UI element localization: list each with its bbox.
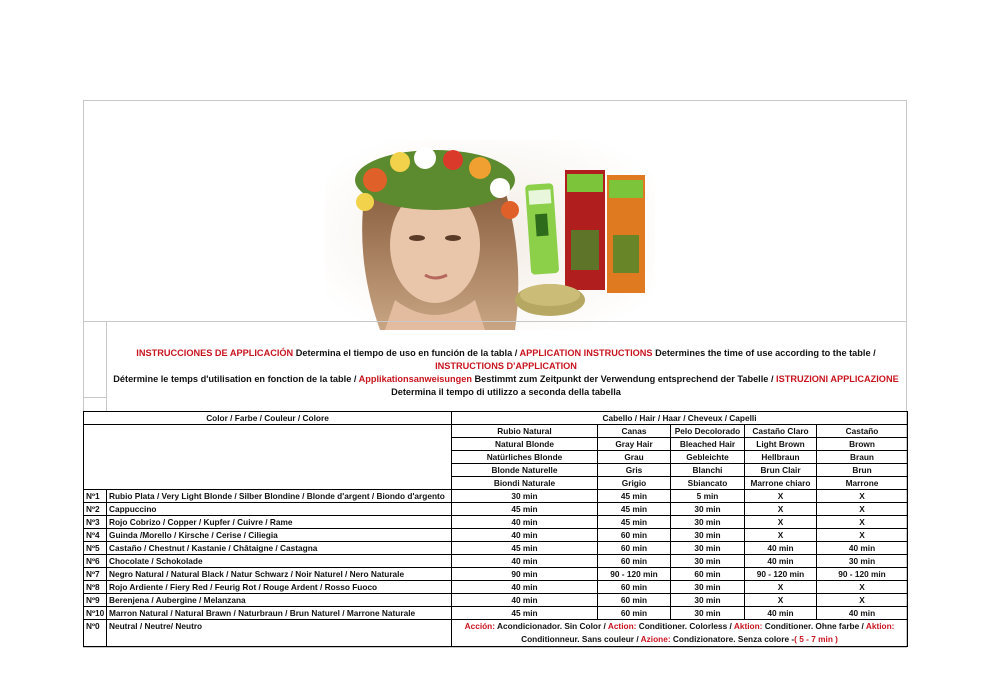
- hair-type-cell: Gris: [598, 464, 671, 477]
- instructions-text-de: Bestimmt zum Zeitpunkt der Verwendung entsprechend der Tabelle /: [471, 374, 777, 384]
- time-cell: 90 - 120 min: [745, 568, 817, 581]
- table-row: [84, 581, 908, 594]
- neutral-note: [452, 620, 908, 647]
- row-number: Nº10: [84, 607, 107, 620]
- hair-type-cell: Bleached Hair: [671, 438, 745, 451]
- time-cell: 40 min: [452, 529, 598, 542]
- time-cell: 30 min: [671, 594, 745, 607]
- row-number: Nº0: [84, 620, 107, 647]
- time-cell: 90 min: [452, 568, 598, 581]
- row-number: Nº2: [84, 503, 107, 516]
- hair-type-cell: Light Brown: [745, 438, 817, 451]
- time-cell: 45 min: [452, 503, 598, 516]
- hair-type-cell: Grau: [598, 451, 671, 464]
- hair-type-cell: Biondi Naturale: [452, 477, 598, 490]
- time-cell: 40 min: [452, 594, 598, 607]
- instructions-label-it: ISTRUZIONI APPLICAZIONE: [776, 374, 899, 384]
- time-cell: X: [745, 594, 817, 607]
- note-text: Acondicionador. Sin Color /: [495, 621, 608, 631]
- color-name: Berenjena / Aubergine / Melanzana: [107, 594, 452, 607]
- row-number: Nº5: [84, 542, 107, 555]
- row-number: Nº9: [84, 594, 107, 607]
- time-cell: X: [745, 516, 817, 529]
- time-cell: X: [745, 529, 817, 542]
- hair-type-cell: Blanchi: [671, 464, 745, 477]
- note-label: Acción:: [464, 621, 496, 631]
- time-cell: 90 - 120 min: [817, 568, 908, 581]
- product-banner-image: [325, 140, 655, 330]
- time-cell: 40 min: [745, 542, 817, 555]
- row-number: Nº8: [84, 581, 107, 594]
- time-cell: 45 min: [452, 607, 598, 620]
- instructions-text-es: Determina el tiempo de uso en función de la tabla /: [293, 348, 520, 358]
- table-row: [84, 542, 908, 555]
- table-row: [84, 516, 908, 529]
- row-number: Nº1: [84, 490, 107, 503]
- note-text: Condizionatore. Senza colore -: [670, 634, 795, 644]
- hair-type-cell: Rubio Natural: [452, 425, 598, 438]
- table-row: [84, 490, 908, 503]
- timing-table: [83, 411, 908, 647]
- time-cell: 40 min: [452, 516, 598, 529]
- color-name: Rojo Cobrizo / Copper / Kupfer / Cuivre / Rame: [107, 516, 452, 529]
- hair-type-cell: Marrone chiaro: [745, 477, 817, 490]
- table-row: [84, 568, 908, 581]
- color-name: Negro Natural / Natural Black / Natur Schwarz / Noir Naturel / Nero Naturale: [107, 568, 452, 581]
- note-label: Azione:: [640, 634, 671, 644]
- time-cell: X: [817, 529, 908, 542]
- time-cell: 30 min: [671, 555, 745, 568]
- note-text: Conditionneur. Sans couleur /: [521, 634, 641, 644]
- color-name: Rubio Plata / Very Light Blonde / Silber Blondine / Blonde d'argent / Biondo d'argento: [107, 490, 452, 503]
- table-row: [84, 503, 908, 516]
- color-name: Castaño / Chestnut / Kastanie / Châtaigne / Castagna: [107, 542, 452, 555]
- blank-cell: [84, 425, 452, 490]
- color-name: Cappuccino: [107, 503, 452, 516]
- row-number: Nº7: [84, 568, 107, 581]
- time-cell: 60 min: [598, 542, 671, 555]
- divider: [83, 397, 107, 398]
- time-cell: 40 min: [745, 607, 817, 620]
- time-cell: X: [817, 581, 908, 594]
- note-label: Aktion:: [865, 621, 895, 631]
- time-cell: 40 min: [745, 555, 817, 568]
- time-cell: 90 - 120 min: [598, 568, 671, 581]
- time-cell: 30 min: [452, 490, 598, 503]
- hair-type-cell: Sbiancato: [671, 477, 745, 490]
- time-cell: 60 min: [598, 594, 671, 607]
- time-cell: 40 min: [452, 555, 598, 568]
- hair-type-cell: Gray Hair: [598, 438, 671, 451]
- hair-type-cell: Brown: [817, 438, 908, 451]
- time-cell: X: [817, 490, 908, 503]
- time-cell: 60 min: [598, 555, 671, 568]
- instructions-label-es: INSTRUCCIONES DE APPLICACIÓN: [136, 348, 294, 358]
- time-cell: 40 min: [817, 542, 908, 555]
- time-cell: 30 min: [671, 516, 745, 529]
- instructions-text-fr: Détermine le temps d'utilisation en fonction de la table /: [113, 374, 359, 384]
- hair-type-cell: Grigio: [598, 477, 671, 490]
- hair-header: Cabello / Hair / Haar / Cheveux / Capelli: [452, 412, 908, 425]
- hair-type-cell: Natural Blonde: [452, 438, 598, 451]
- hair-type-cell: Brun Clair: [745, 464, 817, 477]
- time-cell: X: [817, 594, 908, 607]
- color-header: Color / Farbe / Couleur / Colore: [84, 412, 452, 425]
- color-name: Marron Natural / Natural Brawn / Naturbraun / Brun Naturel / Marrone Naturale: [107, 607, 452, 620]
- table-row: [84, 594, 908, 607]
- table-header-row: [84, 412, 908, 425]
- hair-type-cell: Castaño Claro: [745, 425, 817, 438]
- instructions-text-it: Determina il tempo di utilizzo a seconda della tabella: [391, 387, 621, 397]
- hair-type-cell: Marrone: [817, 477, 908, 490]
- hair-type-row: [84, 425, 908, 438]
- time-cell: X: [817, 503, 908, 516]
- instructions-label-de: Applikationsanweisungen: [358, 374, 472, 384]
- divider: [83, 321, 907, 322]
- instructions-label-en: APPLICATION INSTRUCTIONS: [519, 348, 653, 358]
- hair-type-cell: Blonde Naturelle: [452, 464, 598, 477]
- time-cell: 60 min: [598, 529, 671, 542]
- time-cell: 40 min: [452, 581, 598, 594]
- time-cell: 30 min: [671, 542, 745, 555]
- time-cell: 60 min: [598, 607, 671, 620]
- hair-type-cell: Gebleichte: [671, 451, 745, 464]
- time-cell: 45 min: [598, 503, 671, 516]
- note-time: ( 5 - 7 min ): [794, 634, 838, 644]
- time-cell: 45 min: [452, 542, 598, 555]
- note-label: Aktion:: [733, 621, 763, 631]
- application-instructions: [107, 347, 905, 399]
- hair-type-cell: Hellbraun: [745, 451, 817, 464]
- time-cell: X: [745, 490, 817, 503]
- note-label: Action:: [607, 621, 637, 631]
- instructions-text-en: Determines the time of use according to the table /: [652, 348, 876, 358]
- color-name: Rojo Ardiente / Fiery Red / Feurig Rot / Rouge Ardent / Rosso Fuoco: [107, 581, 452, 594]
- hair-type-cell: Braun: [817, 451, 908, 464]
- time-cell: 45 min: [598, 490, 671, 503]
- note-text: Conditioner. Ohne farbe /: [762, 621, 866, 631]
- instructions-label-fr: INSTRUCTIONS D'APPLICATION: [435, 361, 577, 371]
- table-row: [84, 555, 908, 568]
- table-row: [84, 529, 908, 542]
- time-cell: 60 min: [671, 568, 745, 581]
- note-text: Conditioner. Colorless /: [636, 621, 734, 631]
- time-cell: 60 min: [598, 581, 671, 594]
- time-cell: 45 min: [598, 516, 671, 529]
- color-name: Chocolate / Schokolade: [107, 555, 452, 568]
- time-cell: 30 min: [671, 529, 745, 542]
- color-name: Neutral / Neutre/ Neutro: [107, 620, 452, 647]
- time-cell: X: [745, 503, 817, 516]
- color-name: Guinda /Morello / Kirsche / Cerise / Ciliegia: [107, 529, 452, 542]
- time-cell: 30 min: [671, 607, 745, 620]
- row-number: Nº4: [84, 529, 107, 542]
- neutral-row: [84, 620, 908, 647]
- time-cell: X: [745, 581, 817, 594]
- row-number: Nº3: [84, 516, 107, 529]
- hair-type-cell: Natürliches Blonde: [452, 451, 598, 464]
- hair-type-cell: Castaño: [817, 425, 908, 438]
- time-cell: 30 min: [671, 503, 745, 516]
- time-cell: 30 min: [671, 581, 745, 594]
- hair-type-cell: Brun: [817, 464, 908, 477]
- time-cell: X: [817, 516, 908, 529]
- table-row: [84, 607, 908, 620]
- hair-type-cell: Pelo Decolorado: [671, 425, 745, 438]
- time-cell: 30 min: [817, 555, 908, 568]
- row-number: Nº6: [84, 555, 107, 568]
- time-cell: 5 min: [671, 490, 745, 503]
- time-cell: 40 min: [817, 607, 908, 620]
- hair-type-cell: Canas: [598, 425, 671, 438]
